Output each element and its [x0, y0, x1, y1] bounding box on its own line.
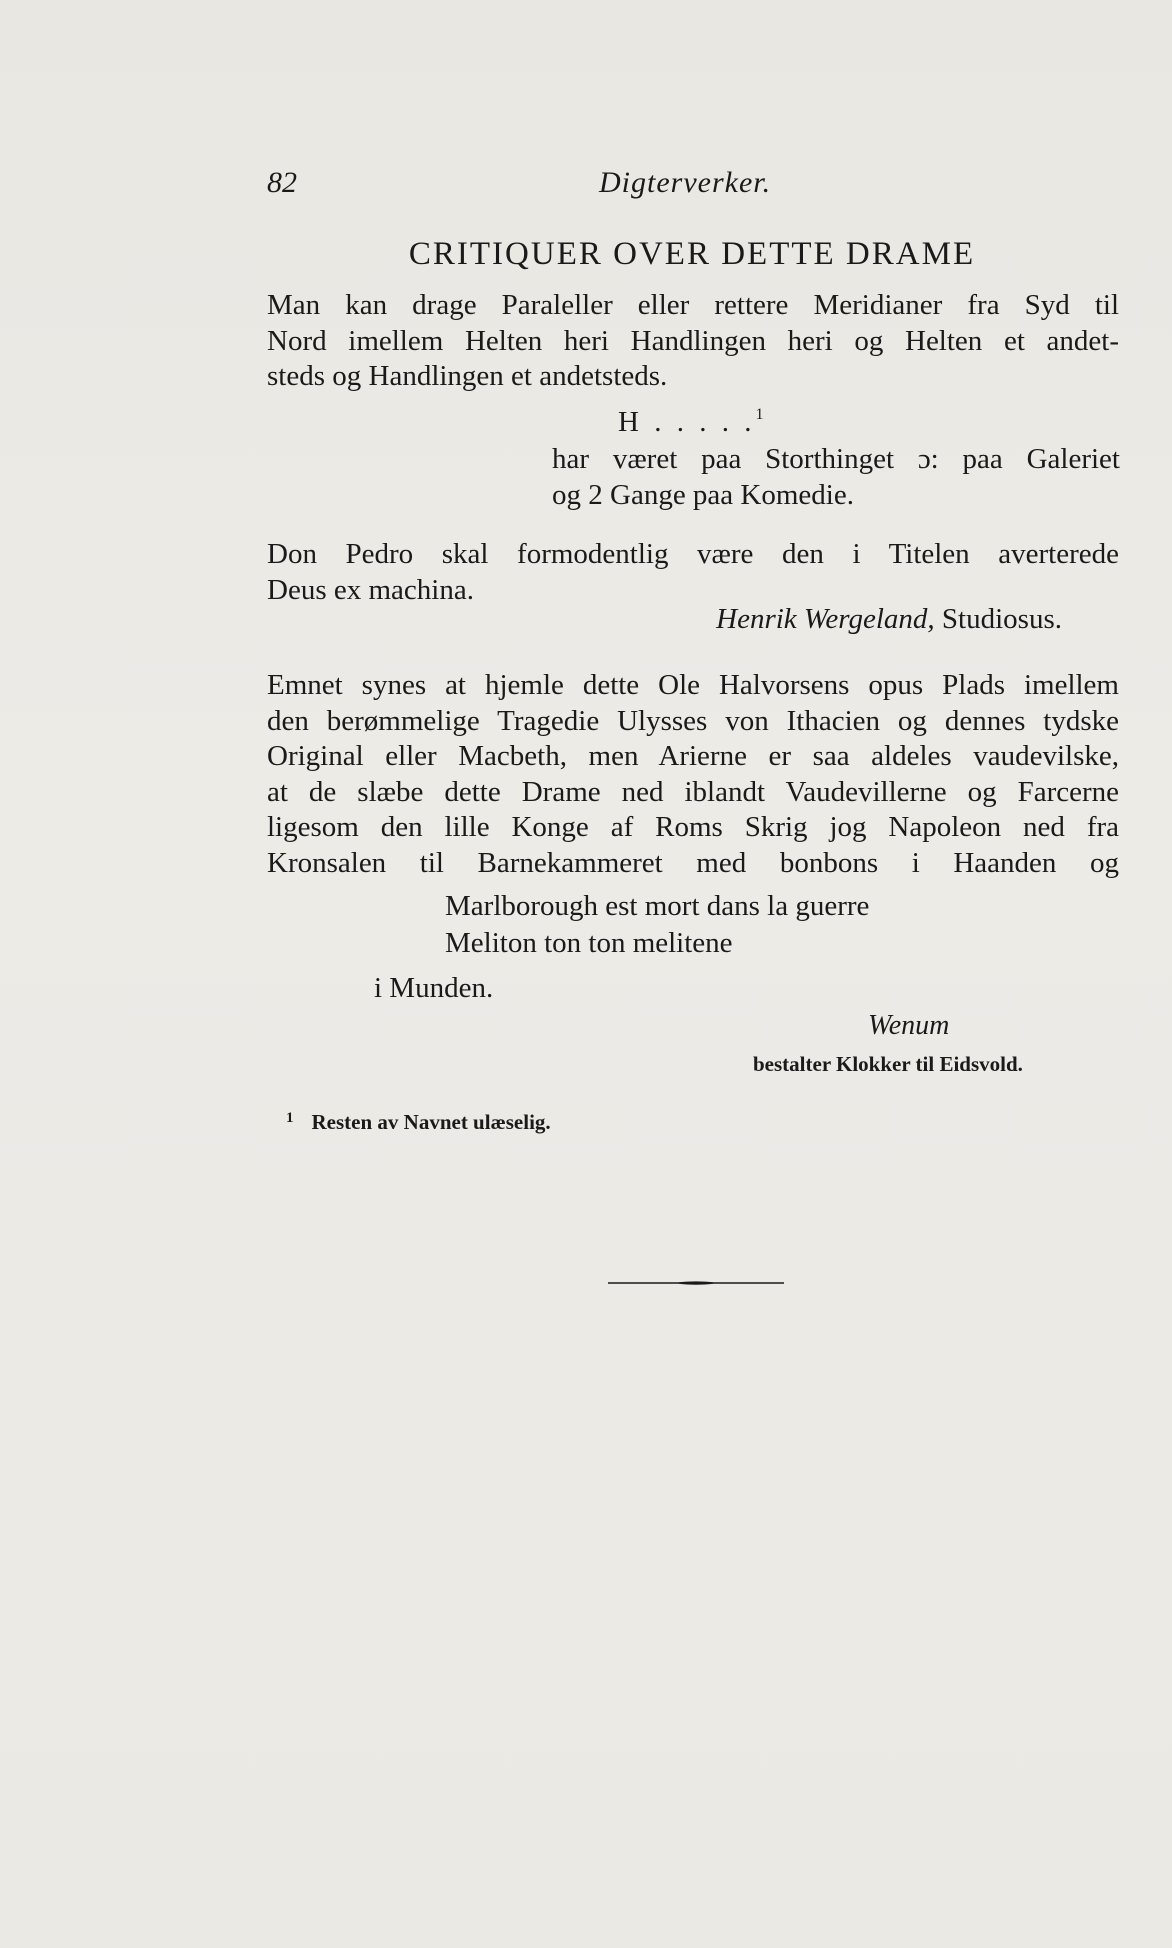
- verse-line-1: Marlborough est mort dans la guerre: [445, 890, 870, 922]
- footnote: [286, 1110, 551, 1135]
- closing-line: i Munden.: [374, 972, 494, 1004]
- paragraph-line: at de slæbe dette Drame ned iblandt Vaudevillerne og Farcerne: [267, 775, 1119, 808]
- paragraph-line: Original eller Macbeth, men Arierne er saa aldeles vaudevilske,: [267, 740, 1119, 772]
- signature-h-initial: [618, 406, 763, 439]
- signature-h-line: og 2 Gange paa Komedie.: [552, 479, 854, 511]
- signature-wergeland: [716, 603, 1062, 636]
- paragraph-don-pedro: [267, 537, 1119, 608]
- verse-line-2: Meliton ton ton melitene: [445, 927, 733, 959]
- paragraph-line: Don Pedro skal formodentlig være den i Titelen averterede: [267, 538, 1119, 570]
- signature-h-line: har været paa Storthinget ɔ: paa Galeriet: [552, 443, 1120, 475]
- section-title: CRITIQUER OVER DETTE DRAME: [408, 236, 976, 272]
- signature-wergeland-title: Studiosus.: [941, 603, 1062, 635]
- signature-wergeland-name: Henrik Wergeland,: [716, 603, 935, 635]
- signature-wenum-name: Wenum: [868, 1010, 950, 1041]
- paragraph-line: steds og Handlingen et andetsteds.: [267, 360, 668, 392]
- signature-h-description: [552, 441, 1120, 513]
- paragraph-line: den berømmelige Tragedie Ulysses von Ithacien og dennes tydske: [267, 704, 1119, 737]
- paragraph-line: Kronsalen til Barnekammeret med bonbons i Haanden og: [267, 846, 1119, 879]
- paragraph-line: Emnet synes at hjemle dette Ole Halvorsens opus Plads imellem: [267, 669, 1119, 701]
- paragraph-emnet: [267, 668, 1119, 881]
- paragraph-line: Man kan drage Paraleller eller rettere Meridianer fra Syd til: [267, 289, 1119, 321]
- footnote-reference: 1: [755, 406, 764, 423]
- signature-h-text: H . . . . .: [618, 406, 756, 438]
- paragraph-line: ligesom den lille Konge af Roms Skrig jog Napoleon ned fra: [267, 811, 1119, 843]
- paragraph-line: Deus ex machina.: [267, 573, 474, 606]
- paragraph-line: Nord imellem Helten heri Handlingen heri og Helten et andet-: [267, 324, 1119, 357]
- running-head: [267, 166, 1117, 206]
- footnote-number: 1: [286, 1110, 294, 1126]
- running-title: Digterverker.: [599, 166, 772, 199]
- signature-wenum-title: bestalter Klokker til Eidsvold.: [753, 1052, 1023, 1076]
- section-end-rule: [608, 1280, 784, 1286]
- footnote-text: Resten av Navnet ulæselig.: [311, 1110, 551, 1134]
- paragraph-meridianer: [267, 288, 1119, 395]
- page-number: 82: [267, 166, 297, 199]
